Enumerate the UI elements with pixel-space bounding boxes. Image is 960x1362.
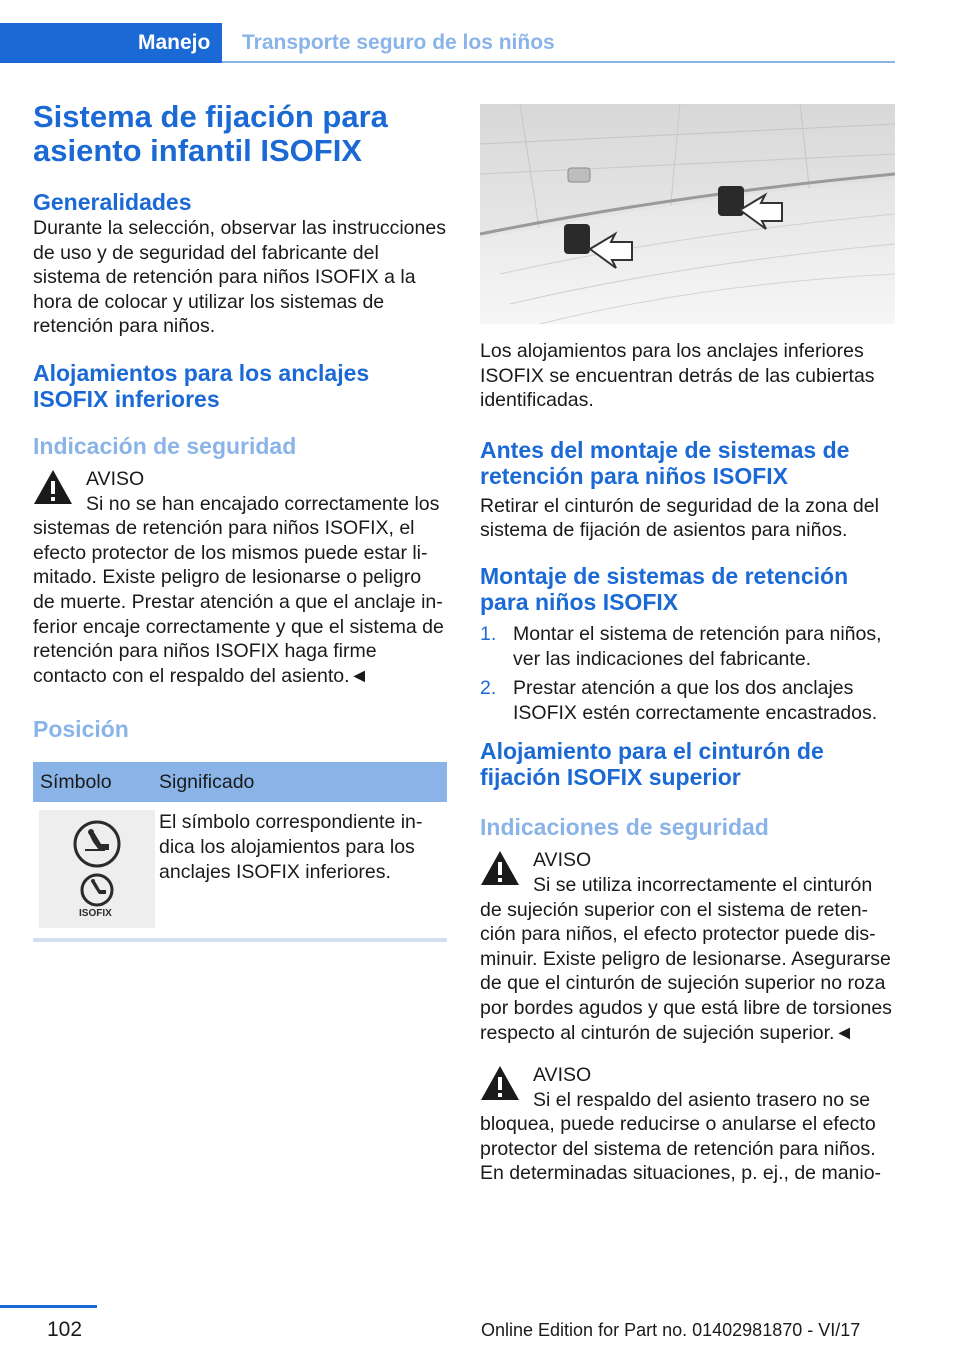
general-text: Durante la selección, observar las instrucciones de uso y de seguridad del fabricante del sistema de retención para niños ISOFIX a la hora de colocar y utilizar los sistemas de retención para niños.	[33, 217, 446, 338]
warning-block	[33, 467, 447, 688]
footer-accent-bar	[0, 1305, 97, 1308]
symbol-table	[33, 762, 447, 942]
warning-text-first: Si no se han encajado correctamente los	[86, 492, 440, 515]
seat-photo-illustration	[480, 104, 895, 324]
safety-heading: Indicación de seguridad	[33, 432, 297, 459]
edition-note: Online Edition for Part no. 01402981870 - VI/17	[481, 1320, 861, 1340]
table-end-rule	[33, 938, 447, 942]
list-item	[480, 622, 895, 671]
anchors-heading: Alojamientos para los anclajes ISOFIX inferiores	[33, 359, 370, 412]
step-text: Prestar atención a que los dos anclajes ISOFIX estén correctamente encastrados.	[513, 677, 878, 724]
warning-text: bloquea, puede reducirse o anularse el efecto protector del sistema de retención para niños. En determinadas situaciones, p. ej., de manio-	[480, 1113, 882, 1185]
table-row	[33, 802, 447, 938]
chapter-title[interactable]: Transporte seguro de los niños	[242, 31, 555, 54]
position-heading: Posición	[33, 716, 129, 743]
header-rule	[222, 61, 895, 63]
step-number: 2.	[480, 677, 497, 700]
warning-text-first: Si se utiliza incorrectamente el cinturón	[533, 873, 873, 896]
before-mount-heading: Antes del montaje de sistemas de retención para niños ISOFIX	[480, 436, 850, 489]
warning-icon	[33, 469, 73, 505]
step-text: Montar el sistema de retención para niños, ver las indicaciones del fabricante.	[513, 622, 882, 670]
safety-notes-heading: Indicaciones de seguridad	[480, 814, 769, 841]
isofix-icon-label: ISOFIX	[79, 908, 112, 920]
general-heading: Generalidades	[33, 189, 192, 215]
isofix-anchor-photo	[480, 104, 895, 324]
symbol-meaning: El símbolo correspondiente indica los alojamientos para los anclajes ISOFIX inferiores.	[159, 811, 423, 883]
section-tab[interactable]: Manejo	[138, 31, 211, 54]
warning-text: de sujeción superior con el sistema de retención para niños, el efecto protector puede disminuir. Existe peligro de lesionarse. Asegurarse de que el cinturón de sujeción superior no roza por bordes agudos y que está libre de torsiones respecto al cinturón de sujeción superior.◄	[480, 898, 892, 1044]
right-column	[480, 104, 895, 1186]
warning-icon	[480, 1065, 520, 1101]
before-mount-text: Retirar el cinturón de seguridad de la zona del sistema de fijación de asientos para niños.	[480, 494, 879, 542]
warning-icon	[480, 850, 520, 886]
warning-text: sistemas de retención para niños ISOFIX, el efecto protector de los mismos puede estar limitado. Existe peligro de lesionarse o peligro de muerte. Prestar atención a que el anclaje inferior encaje correctamente y que el sistema de retención para niños ISOFIX haga firme contacto con el respaldo del asiento.◄	[33, 517, 444, 687]
page-title: Sistema de fijación para asiento infantil ISOFIX	[33, 99, 388, 168]
page-number: 102	[47, 1318, 83, 1341]
step-number: 1.	[480, 622, 497, 645]
warning-text-first: Si el respaldo del asiento trasero no se	[533, 1088, 871, 1111]
warning-block	[480, 1063, 895, 1186]
column-header-symbol: Símbolo	[40, 770, 112, 793]
warning-label: AVISO	[533, 1064, 592, 1087]
mount-heading: Montaje de sistemas de retención para niños ISOFIX	[480, 562, 849, 615]
column-header-meaning: Significado	[159, 770, 255, 793]
list-item	[480, 676, 895, 725]
isofix-symbol-cell	[39, 810, 155, 928]
top-tether-heading: Alojamiento para el cinturón de fijación ISOFIX superior	[480, 738, 824, 791]
warning-label: AVISO	[533, 849, 592, 872]
photo-caption: Los alojamientos para los anclajes inferiores ISOFIX se encuentran detrás de las cubiertas identificadas.	[480, 340, 875, 412]
warning-block	[480, 848, 895, 1045]
warning-label: AVISO	[86, 467, 145, 490]
page-header	[0, 0, 960, 64]
mount-steps-list	[480, 622, 895, 725]
table-header	[33, 762, 447, 802]
left-column	[33, 100, 447, 942]
